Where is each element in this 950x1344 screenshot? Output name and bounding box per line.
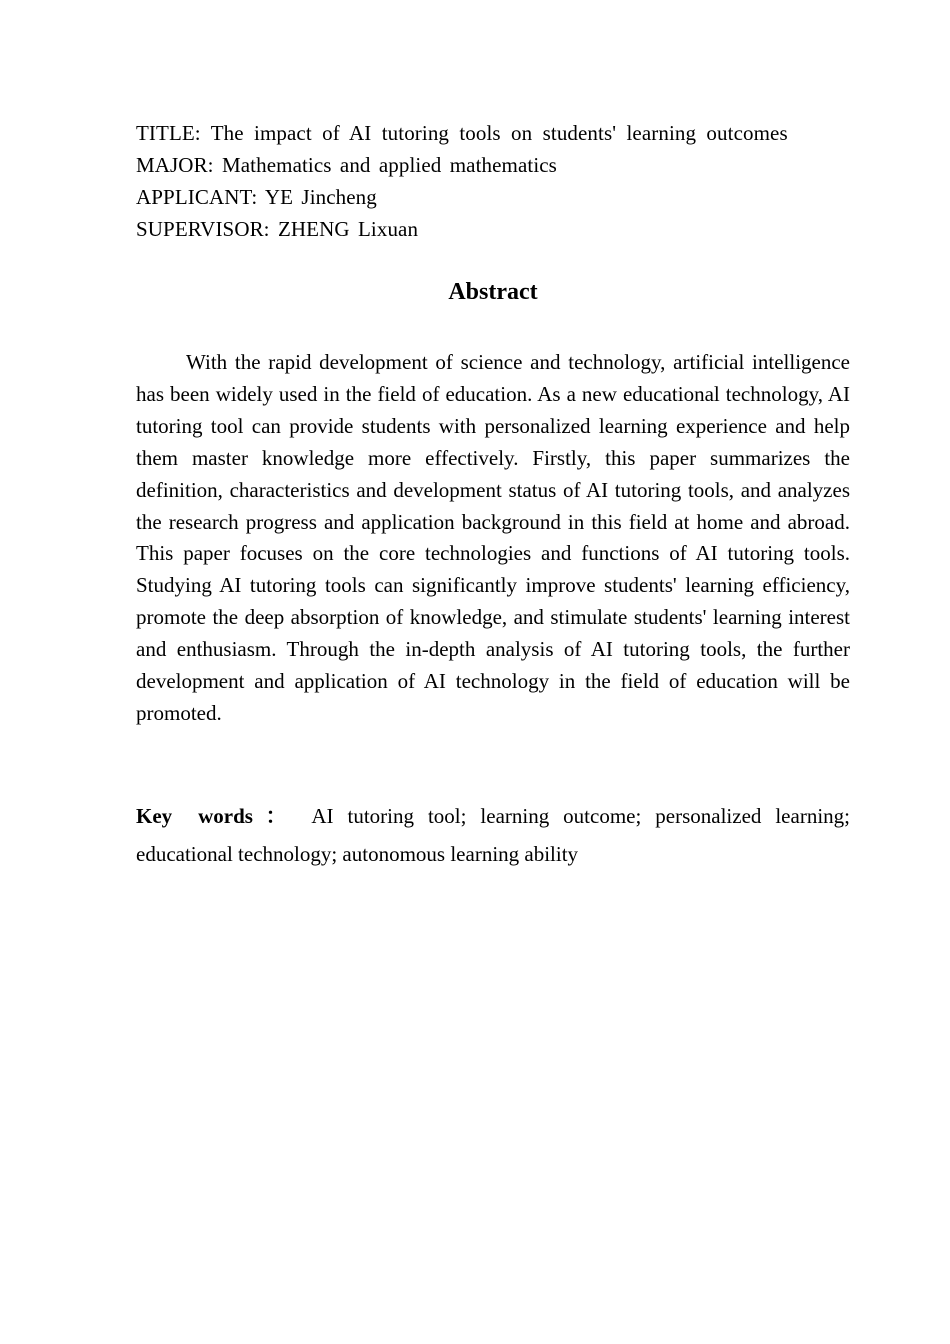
major-line <box>136 149 850 181</box>
applicant-value: YE Jincheng <box>264 185 377 209</box>
applicant-label: APPLICANT: <box>136 185 258 209</box>
thesis-metadata <box>136 117 850 245</box>
supervisor-line <box>136 213 850 245</box>
major-label: MAJOR: <box>136 153 214 177</box>
keywords-separator: ： <box>256 804 296 828</box>
thesis-title: The impact of AI tutoring tools on students' learning outcomes <box>210 121 788 145</box>
abstract-body: With the rapid development of science and technology, artificial intelligence has been widely used in the field of education. As a new educational technology, AI tutoring tool can provide students with personalized learning experience and help them master knowledge more effectively. Firstly, this paper summarizes the definition, characteristics and development status of AI tutoring tools, and analyzes the research progress and application background in this field at home and abroad. This paper focuses on the core technologies and functions of AI tutoring tools. Studying AI tutoring tools can significantly improve students' learning efficiency, promote the deep absorption of knowledge, and stimulate students' learning interest and enthusiasm. Through the in-depth analysis of AI tutoring tools, the further development and application of AI technology in the field of education will be promoted. <box>136 350 850 725</box>
applicant-line <box>136 181 850 213</box>
title-line <box>136 117 850 149</box>
supervisor-label: SUPERVISOR: <box>136 217 270 241</box>
major-value: Mathematics and applied mathematics <box>221 153 557 177</box>
title-label: TITLE: <box>136 121 201 145</box>
keywords-text: AI tutoring tool; learning outcome; personalized learning; educational technology; autonomous learning ability <box>136 804 850 866</box>
abstract-heading: Abstract <box>448 279 538 305</box>
keywords-paragraph <box>136 797 850 873</box>
supervisor-value: ZHENG Lixuan <box>277 217 419 241</box>
keywords-label: Key words <box>136 804 253 828</box>
